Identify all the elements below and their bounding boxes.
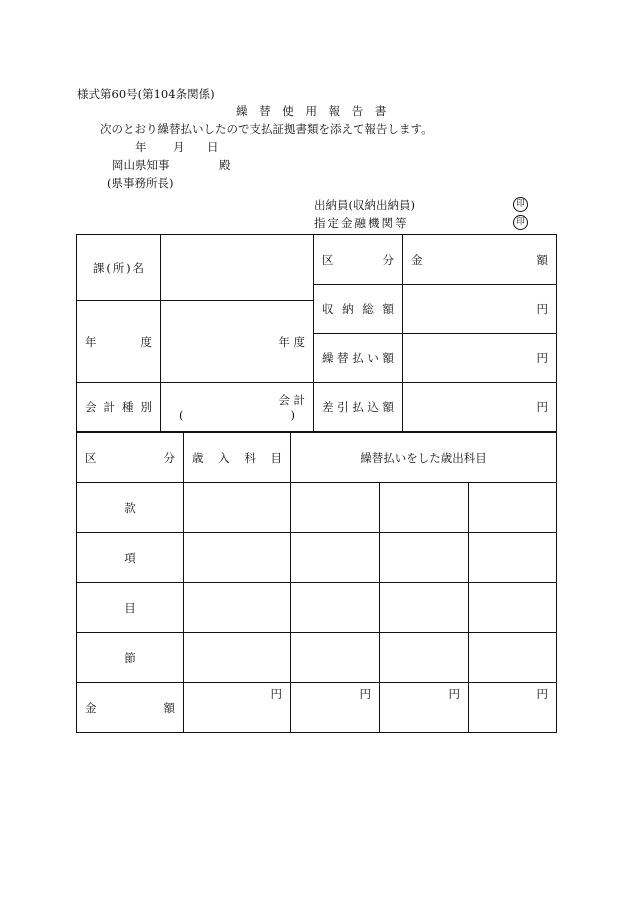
document-title: 繰 替 使 用 報 告 書 — [236, 104, 391, 118]
cell-input[interactable] — [380, 533, 469, 583]
row-total-label: 金 額 — [85, 700, 175, 715]
col-expenditure-header: 繰替払いをした歳出科目 — [291, 433, 557, 483]
cell-input[interactable] — [380, 483, 469, 533]
cell-input[interactable] — [380, 633, 469, 683]
signer-treasurer-label: 出納員(収納出納員) — [314, 198, 415, 212]
seal-icon: 印 — [513, 197, 528, 212]
dept-label-cell — [77, 235, 161, 301]
row-total-receipt-value[interactable]: 円 — [403, 285, 557, 334]
cell-input[interactable] — [184, 533, 291, 583]
row-payin-label-cell — [314, 383, 403, 432]
date-year-label: 年 — [135, 140, 147, 154]
dept-value-cell[interactable] — [161, 235, 314, 301]
paren-close: ) — [290, 408, 295, 422]
cell-input[interactable] — [469, 533, 557, 583]
total-revenue-value[interactable]: 円 — [184, 683, 291, 733]
cell-input[interactable] — [184, 633, 291, 683]
cell-input[interactable] — [291, 533, 380, 583]
cell-input[interactable] — [469, 483, 557, 533]
cell-input[interactable] — [469, 583, 557, 633]
account-label-cell — [77, 383, 161, 432]
signer-bank-label: 指定金融機関等 — [314, 216, 409, 230]
row-moku-label: 目 — [77, 583, 184, 633]
account-paren — [161, 408, 313, 422]
date-day-label: 日 — [207, 140, 219, 154]
paren-open: ( — [179, 408, 184, 422]
cell-input[interactable] — [380, 583, 469, 633]
year-label-cell — [77, 301, 161, 383]
row-kou-label: 項 — [77, 533, 184, 583]
col-revenue-label: 歳 入 科 目 — [192, 450, 282, 465]
cell-input[interactable] — [291, 583, 380, 633]
row-total-label-cell — [77, 683, 184, 733]
col-kingaku-header — [403, 235, 557, 285]
lower-col-kubun-label: 区 分 — [85, 450, 175, 465]
row-payin-label: 差 引 払 込 額 — [322, 400, 394, 414]
row-transfer-label: 繰 替 払 い 額 — [322, 351, 394, 365]
lower-col-kubun-header — [77, 433, 184, 483]
total-exp-value-1[interactable]: 円 — [291, 683, 380, 733]
honorific: 殿 — [219, 158, 231, 172]
cell-input[interactable] — [291, 483, 380, 533]
account-value-cell[interactable] — [161, 383, 314, 432]
row-total-receipt-label: 収 納 総 額 — [322, 302, 394, 316]
intro-text: 次のとおり繰替払いしたので支払証拠書類を添えて報告します。 — [100, 122, 433, 136]
year-label: 年 度 — [85, 334, 152, 349]
addressee: 岡山県知事 — [112, 158, 170, 172]
row-total-receipt-label-cell — [314, 285, 403, 334]
dept-label: 課 ( 所 ) 名 — [93, 260, 144, 275]
col-kubun-label: 区 分 — [322, 252, 394, 267]
row-transfer-label-cell — [314, 334, 403, 383]
date-month-label: 月 — [173, 140, 185, 154]
subject-table — [76, 432, 557, 733]
cell-input[interactable] — [184, 583, 291, 633]
account-suffix: 会 計 — [278, 393, 305, 407]
year-value-cell[interactable]: 年 度 — [161, 301, 314, 383]
form-number: 様式第60号(第104条関係) — [77, 87, 215, 101]
account-label: 会 計 種 別 — [85, 400, 152, 414]
summary-table — [76, 234, 557, 432]
col-revenue-header — [184, 433, 291, 483]
col-kubun-header — [314, 235, 403, 285]
cell-input[interactable] — [291, 633, 380, 683]
total-exp-value-3[interactable]: 円 — [469, 683, 557, 733]
seal-icon: 印 — [513, 215, 528, 230]
cell-input[interactable] — [184, 483, 291, 533]
row-setsu-label: 節 — [77, 633, 184, 683]
col-kingaku-label: 金 額 — [411, 252, 548, 267]
total-exp-value-2[interactable]: 円 — [380, 683, 469, 733]
row-payin-value[interactable]: 円 — [403, 383, 557, 432]
row-transfer-value[interactable]: 円 — [403, 334, 557, 383]
addressee-sub: (県事務所長) — [107, 176, 174, 190]
cell-input[interactable] — [469, 633, 557, 683]
row-kan-label: 款 — [77, 483, 184, 533]
